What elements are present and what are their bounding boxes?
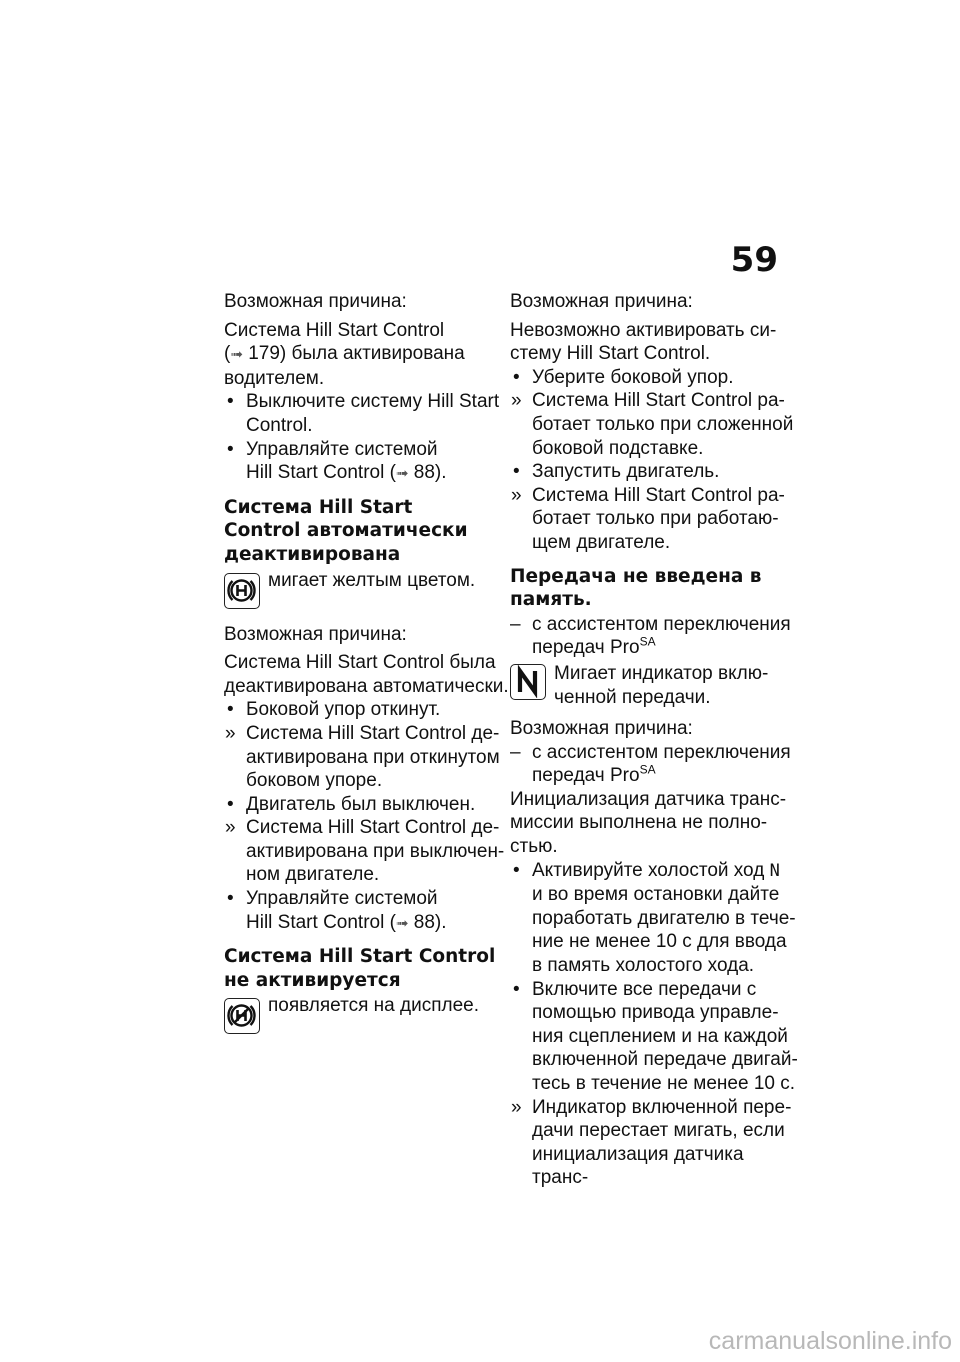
- text-line: Система Hill Start Control: [224, 319, 445, 341]
- cause-label: Возможная причина:: [510, 291, 693, 312]
- result-item: » Система Hill Start Control ра- ботает только при работаю- щем двигателе.: [510, 484, 800, 555]
- action-item: • Уберите боковой упор.: [510, 366, 800, 390]
- cause-label: Возможная причина:: [224, 623, 407, 645]
- page-number: 59: [730, 240, 778, 280]
- result-item: » Система Hill Start Control де- активирована при выключен- ном двигателе.: [224, 816, 514, 887]
- page-ref-arrow-icon: ➟: [395, 465, 409, 483]
- page-ref-link[interactable]: 88: [413, 462, 435, 484]
- action-item: • Управляйте системой Hill Start Control (➟ 88).: [224, 887, 514, 935]
- action-item: • Двигатель был выключен.: [224, 793, 514, 817]
- action-item: • Активируйте холостой ход N и во время остановки дайте поработать двигателю в тече- ние не менее 10 с для ввода в память холостого хода.: [510, 859, 800, 978]
- text-line: Система Hill Start Control была: [224, 652, 496, 674]
- hill-start-control-unavailable-icon: [224, 998, 260, 1034]
- action-item: • Выключите систему Hill Start Control.: [224, 390, 514, 437]
- page-ref-arrow-icon: ➟: [230, 346, 243, 364]
- text-line: деактивирована автоматически.: [224, 675, 509, 697]
- section-heading: Система Hill Start Control автоматически деактивирована: [224, 496, 468, 565]
- text-line: Инициализация датчика транс-: [510, 788, 787, 810]
- text-line: стью.: [510, 836, 558, 858]
- text-line: миссии выполнена не полно-: [510, 812, 768, 834]
- action-item: • Запустить двигатель.: [510, 460, 800, 484]
- neutral-gear-indicator-icon: [510, 664, 546, 700]
- sa-superscript: SA: [639, 634, 656, 649]
- equipment-condition: – с ассистентом переключения передач Pro$^{SA}$: [510, 613, 800, 660]
- neutral-symbol: N: [769, 860, 780, 881]
- indicator-row: [224, 569, 514, 615]
- result-item: » Индикатор включенной пере- дачи перестает мигать, если инициализация датчика транс-: [510, 1096, 800, 1190]
- left-column: [224, 290, 514, 1048]
- indicator-description: появляется на дисплее.: [268, 995, 479, 1017]
- page-ref-link[interactable]: 88: [413, 911, 435, 933]
- indicator-description: Мигает индикатор вклю- ченной передачи.: [554, 662, 769, 708]
- result-item: » Система Hill Start Control де- активирована при откинутом боковом упоре.: [224, 722, 514, 793]
- page-ref-link[interactable]: 179: [248, 343, 280, 365]
- page-ref-arrow-icon: ➟: [395, 914, 409, 932]
- equipment-condition: – с ассистентом переключения передач Pro$^{SA}$: [510, 741, 800, 788]
- action-item: • Боковой упор откинут.: [224, 698, 514, 722]
- section-heading: Передача не введена в память.: [510, 565, 762, 611]
- indicator-description: мигает желтым цветом.: [268, 569, 476, 591]
- cause-label: Возможная причина:: [224, 291, 407, 312]
- text-line: водителем.: [224, 367, 325, 389]
- indicator-row: [510, 662, 800, 709]
- text-line: стему Hill Start Control.: [510, 343, 711, 365]
- hill-start-control-indicator-icon: [224, 573, 260, 609]
- action-item: • Управляйте системой Hill Start Control (➟ 88).: [224, 438, 514, 486]
- watermark: carmanualsonline.info: [708, 1327, 952, 1355]
- action-item: • Включите все передачи с помощью привода управле- ния сцеплением и на каждой включенной передаче двигай- тесь в течение не менее 10 с.: [510, 978, 800, 1096]
- sa-superscript: SA: [639, 762, 656, 777]
- indicator-row: [224, 994, 514, 1040]
- text-line: (➟ 179) была активирована: [224, 343, 465, 365]
- text-line: Невозможно активировать си-: [510, 319, 777, 341]
- result-item: » Система Hill Start Control ра- ботает только при сложенной боковой подставке.: [510, 389, 800, 460]
- cause-label: Возможная причина:: [510, 718, 693, 740]
- right-column: [510, 290, 800, 1190]
- section-heading: Система Hill Start Control не активируется: [224, 946, 496, 991]
